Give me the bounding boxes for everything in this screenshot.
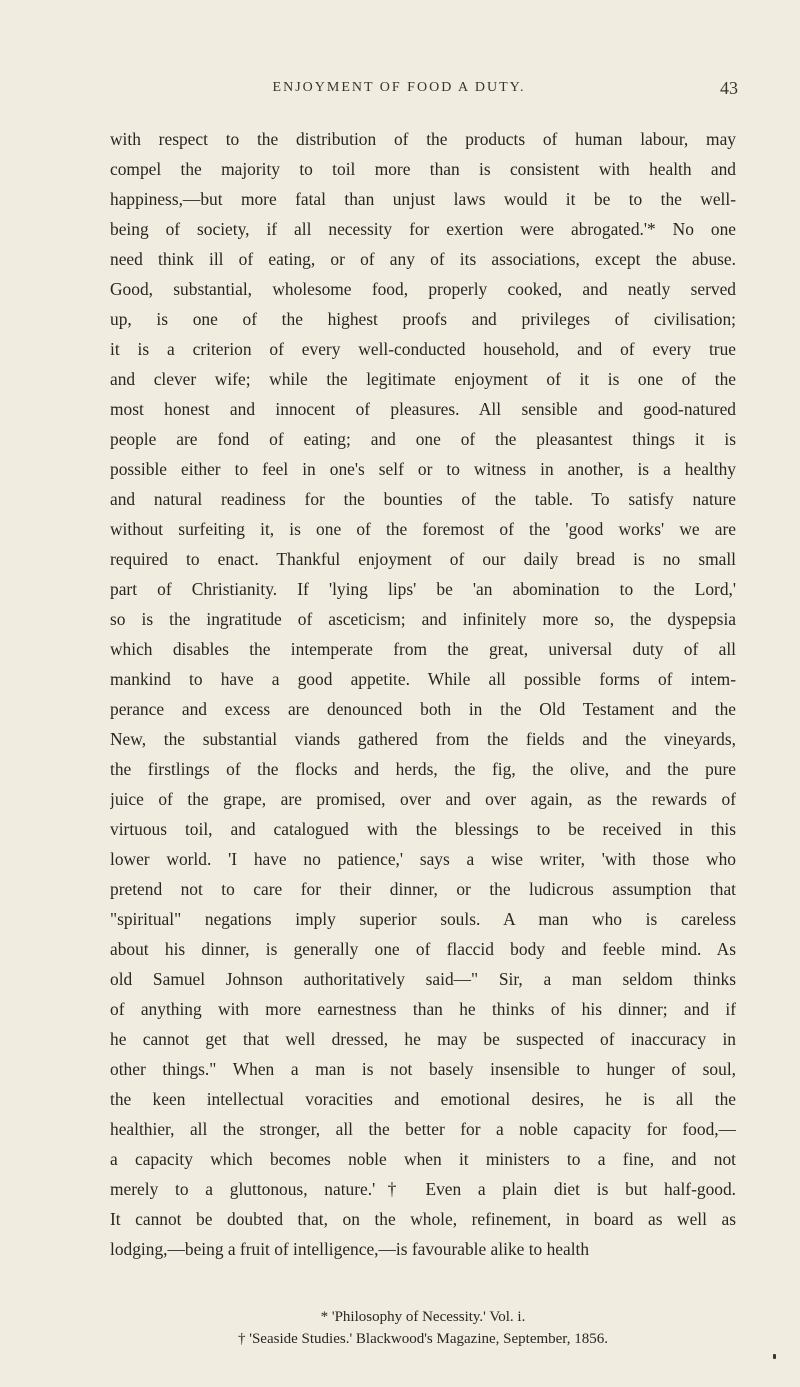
text-line: and natural readiness for the bounties of the table. To satisfy nature (110, 489, 736, 509)
text-line: "spiritual" negations imply superior souls. A man who is careless (110, 909, 736, 929)
page-header (60, 80, 738, 104)
text-line: healthier, all the stronger, all the better for a noble capacity for food,— (110, 1119, 736, 1139)
text-line: lodging,—being a fruit of intelligence,—is favourable alike to health (110, 1239, 590, 1259)
text-line: perance and excess are denounced both in the Old Testament and the (110, 699, 736, 719)
text-line: people are fond of eating; and one of the pleasantest things it is (110, 429, 736, 449)
text-line: mankind to have a good appetite. While all possible forms of intem- (110, 669, 736, 689)
text-line: up, is one of the highest proofs and privileges of civilisation; (110, 309, 736, 329)
text-line: being of society, if all necessity for exertion were abrogated.'* No one (110, 219, 736, 239)
text-line: old Samuel Johnson authoritatively said—" Sir, a man seldom thinks (110, 969, 736, 989)
text-line: the keen intellectual voracities and emotional desires, he is all the (110, 1089, 736, 1109)
text-line: the firstlings of the flocks and herds, the fig, the olive, and the pure (110, 759, 736, 779)
footnote-2: † 'Seaside Studies.' Blackwood's Magazine, September, 1856. (238, 1331, 608, 1347)
text-line: it is a criterion of every well-conducted household, and of every true (110, 339, 736, 359)
text-line: a capacity which becomes noble when it ministers to a fine, and not (110, 1149, 736, 1169)
page-number: 43 (720, 78, 738, 98)
text-line: happiness,—but more fatal than unjust laws would it be to the well- (110, 189, 736, 209)
text-line: and clever wife; while the legitimate enjoyment of it is one of the (110, 369, 736, 389)
text-line: virtuous toil, and catalogued with the blessings to be received in this (110, 819, 736, 839)
text-line: lower world. 'I have no patience,' says a wise writer, 'with those who (110, 849, 736, 869)
footnote-1: * 'Philosophy of Necessity.' Vol. i. (320, 1309, 526, 1325)
text-line: with respect to the distribution of the products of human labour, may (110, 129, 736, 149)
text-line: so is the ingratitude of asceticism; and infinitely more so, the dyspepsia (110, 609, 736, 629)
body-text (110, 124, 736, 1264)
text-line: merely to a gluttonous, nature.'† Even a plain diet is but half-good. (110, 1179, 736, 1199)
text-line: most honest and innocent of pleasures. All sensible and good-natured (110, 399, 736, 419)
footnotes (110, 1306, 736, 1350)
text-line: need think ill of eating, or of any of its associations, except the abuse. (110, 249, 736, 269)
text-line: of anything with more earnestness than he thinks of his dinner; and if (110, 999, 736, 1019)
text-line: possible either to feel in one's self or to witness in another, is a healthy (110, 459, 736, 479)
text-line: New, the substantial viands gathered from the fields and the vineyards, (110, 729, 736, 749)
text-line: he cannot get that well dressed, he may be suspected of inaccuracy in (110, 1029, 736, 1049)
text-line: pretend not to care for their dinner, or the ludicrous assumption that (110, 879, 736, 899)
text-line: It cannot be doubted that, on the whole, refinement, in board as well as (110, 1209, 736, 1229)
running-head: ENJOYMENT OF FOOD A DUTY. (272, 80, 526, 95)
text-line: without surfeiting it, is one of the foremost of the 'good works' we are (110, 519, 736, 539)
text-line: other things." When a man is not basely insensible to hunger of soul, (110, 1059, 736, 1079)
text-line: required to enact. Thankful enjoyment of our daily bread is no small (110, 549, 736, 569)
text-line: Good, substantial, wholesome food, properly cooked, and neatly served (110, 279, 736, 299)
text-line: part of Christianity. If 'lying lips' be 'an abomination to the Lord,' (110, 579, 736, 599)
print-speck (773, 1354, 776, 1359)
text-line: which disables the intemperate from the great, universal duty of all (110, 639, 736, 659)
text-line: juice of the grape, are promised, over and over again, as the rewards of (110, 789, 736, 809)
text-line: about his dinner, is generally one of flaccid body and feeble mind. As (110, 939, 736, 959)
text-line: compel the majority to toil more than is consistent with health and (110, 159, 736, 179)
